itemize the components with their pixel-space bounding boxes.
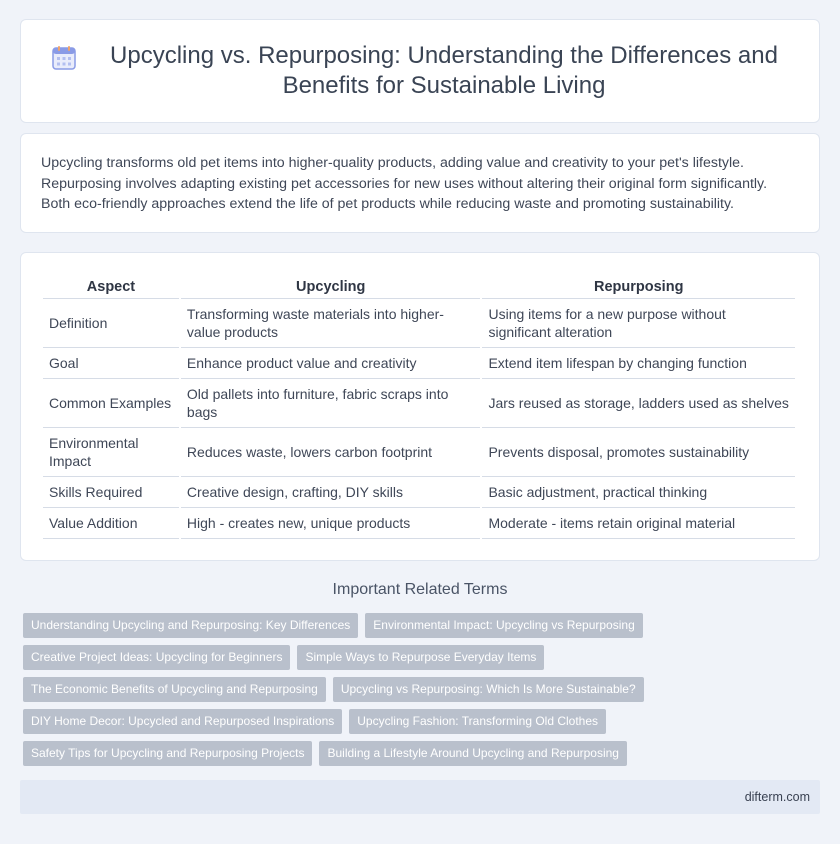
cell-repurposing: Using items for a new purpose without significant alteration <box>482 299 795 348</box>
table-row <box>43 508 795 539</box>
comparison-table <box>41 275 797 539</box>
cell-aspect: Definition <box>43 299 179 348</box>
cell-repurposing: Jars reused as storage, ladders used as shelves <box>482 379 795 428</box>
table-row <box>43 348 795 379</box>
cell-aspect: Goal <box>43 348 179 379</box>
page-title: Upcycling vs. Repurposing: Understanding the Differences and Benefits for Sustainable Living <box>110 42 778 99</box>
cell-repurposing: Basic adjustment, practical thinking <box>482 477 795 508</box>
table-row <box>43 428 795 477</box>
title-card <box>20 19 820 123</box>
related-term-link[interactable]: DIY Home Decor: Upcycled and Repurposed Inspirations <box>23 709 342 734</box>
cell-aspect: Common Examples <box>43 379 179 428</box>
cell-repurposing: Prevents disposal, promotes sustainability <box>482 428 795 477</box>
cell-aspect: Skills Required <box>43 477 179 508</box>
related-term-link[interactable]: Environmental Impact: Upcycling vs Repurposing <box>365 613 642 638</box>
cell-repurposing: Moderate - items retain original material <box>482 508 795 539</box>
calendar-grid-icon <box>51 45 77 71</box>
comparison-card <box>20 252 820 561</box>
related-term-link[interactable]: Safety Tips for Upcycling and Repurposing Projects <box>23 741 312 766</box>
cell-upcycling: Creative design, crafting, DIY skills <box>181 477 481 508</box>
table-row <box>43 299 795 348</box>
cell-upcycling: Enhance product value and creativity <box>181 348 481 379</box>
cell-upcycling: Reduces waste, lowers carbon footprint <box>181 428 481 477</box>
header-upcycling: Upcycling <box>181 275 481 299</box>
related-terms-heading: Important Related Terms <box>332 581 508 598</box>
intro-text: Upcycling transforms old pet items into higher-quality products, adding value and creativity to your pet's lifestyle. Repurposing involves adapting existing pet accessories for new uses without altering their original form significantly. Both eco-friendly approaches extend the life of pet products while reducing waste and promoting sustainability. <box>41 155 768 212</box>
related-term-link[interactable]: Creative Project Ideas: Upcycling for Beginners <box>23 645 290 670</box>
cell-repurposing: Extend item lifespan by changing function <box>482 348 795 379</box>
table-header-row <box>43 275 795 299</box>
related-term-link[interactable]: Upcycling Fashion: Transforming Old Clothes <box>349 709 606 734</box>
footer <box>20 780 820 814</box>
header-aspect: Aspect <box>43 275 179 299</box>
related-term-link[interactable]: Understanding Upcycling and Repurposing: Key Differences <box>23 613 358 638</box>
header-repurposing: Repurposing <box>482 275 795 299</box>
cell-upcycling: Old pallets into furniture, fabric scraps into bags <box>181 379 481 428</box>
cell-aspect: Environmental Impact <box>43 428 179 477</box>
footer-site-link[interactable]: difterm.com <box>744 790 810 804</box>
related-term-link[interactable]: Simple Ways to Repurpose Everyday Items <box>297 645 544 670</box>
table-row <box>43 379 795 428</box>
cell-upcycling: High - creates new, unique products <box>181 508 481 539</box>
intro-card <box>20 133 820 233</box>
table-row <box>43 477 795 508</box>
cell-upcycling: Transforming waste materials into higher-value products <box>181 299 481 348</box>
related-term-link[interactable]: The Economic Benefits of Upcycling and Repurposing <box>23 677 326 702</box>
related-term-link[interactable]: Upcycling vs Repurposing: Which Is More Sustainable? <box>333 677 644 702</box>
cell-aspect: Value Addition <box>43 508 179 539</box>
related-term-link[interactable]: Building a Lifestyle Around Upcycling and Repurposing <box>319 741 627 766</box>
related-terms-list <box>23 613 663 766</box>
